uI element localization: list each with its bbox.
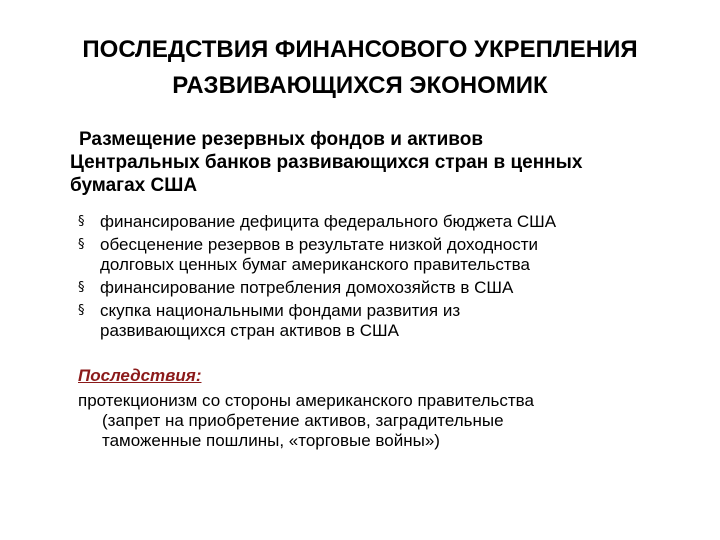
bullet-marker-icon: § (78, 303, 85, 318)
lead-paragraph (70, 128, 710, 197)
bullet-text: скупка национальными фондами развития из (100, 301, 461, 320)
bullet-marker-icon: § (78, 280, 85, 295)
lead-line-2: Центральных банков развивающихся стран в ценных (70, 152, 583, 173)
consequences-line-3: таможенные пошлины, «торговые войны») (102, 431, 440, 450)
bullet-marker-icon: § (78, 214, 85, 229)
bullet-text: развивающихся стран активов в США (100, 321, 399, 340)
consequences-line-2: (запрет на приобретение активов, заградительные (102, 411, 504, 430)
bullet-list (78, 212, 708, 344)
slide-title (0, 32, 720, 104)
title-line-2: РАЗВИВАЮЩИХСЯ ЭКОНОМИК (172, 72, 548, 99)
consequences-text (78, 391, 708, 451)
bullet-text: долговых ценных бумаг американского правительства (100, 255, 530, 274)
title-line-1: ПОСЛЕДСТВИЯ ФИНАНСОВОГО УКРЕПЛЕНИЯ (82, 36, 638, 63)
list-item (78, 278, 708, 298)
bullet-text: обесценение резервов в результате низкой доходности (100, 235, 538, 254)
list-item (78, 212, 708, 232)
lead-line-3: бумагах США (70, 175, 198, 196)
bullet-text: финансирование дефицита федерального бюджета США (100, 212, 557, 231)
bullet-marker-icon: § (78, 237, 85, 252)
consequences-line-1: протекционизм со стороны американского правительства (78, 391, 534, 410)
list-item (78, 301, 708, 341)
consequences-label: Последствия: (78, 366, 202, 385)
lead-line-1: Размещение резервных фондов и активов (79, 129, 484, 150)
bullet-text: финансирование потребления домохозяйств в США (100, 278, 514, 297)
list-item (78, 235, 708, 275)
